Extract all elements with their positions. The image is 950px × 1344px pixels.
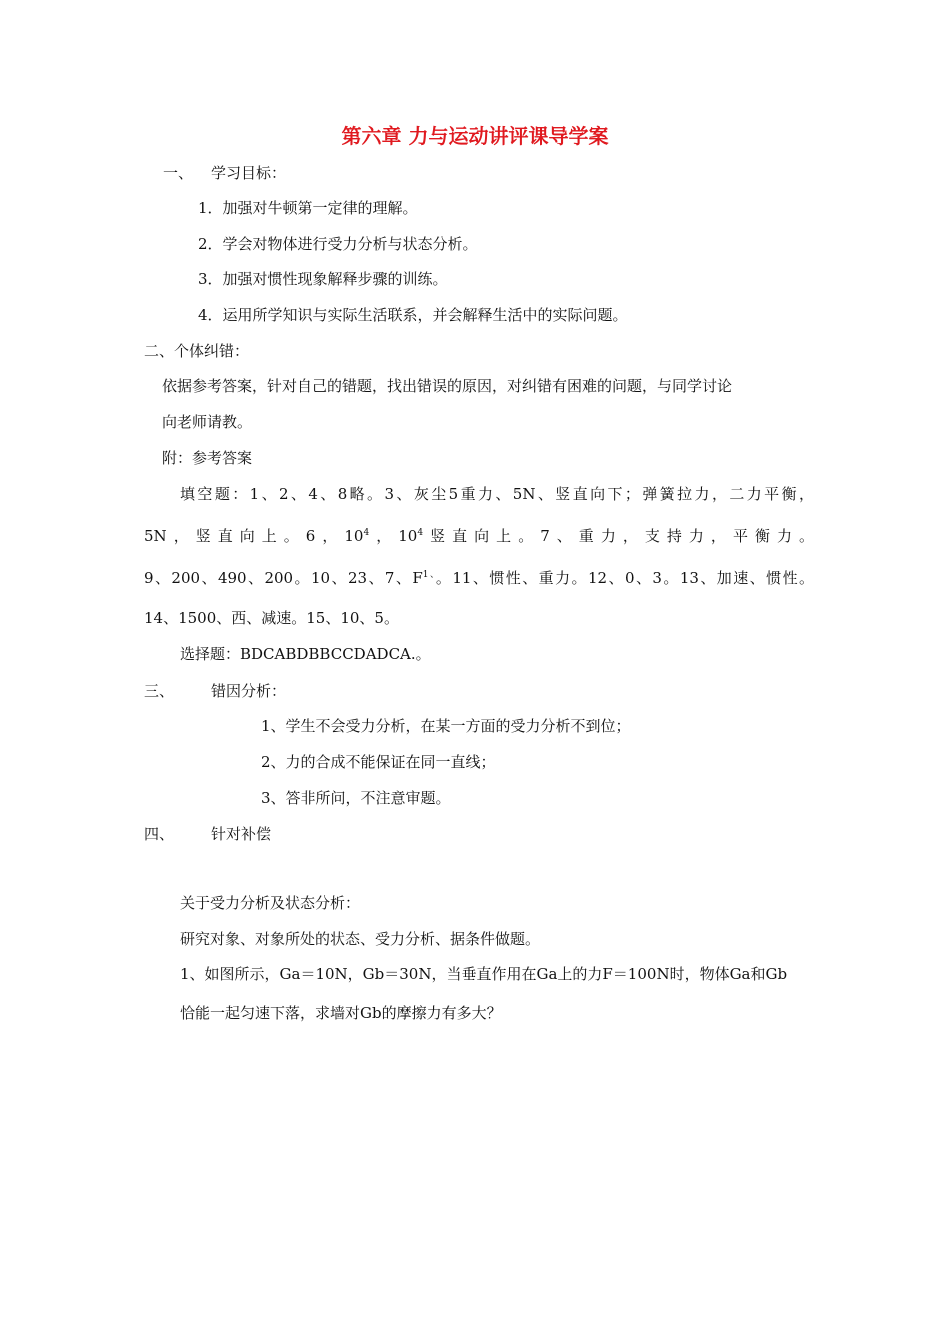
section3-number: 三、 [144,682,175,700]
section4-number: 四、 [144,825,175,843]
fill-answers-line1: 填空题：1、2、4、8略。3、灰尘5重力、5N、竖直向下；弹簧拉力，二力平衡， [180,485,814,503]
section2-heading: 二、个体纠错： [144,342,250,360]
question-1-line1: 1、如图所示，Ga＝10N，Gb＝30N，当垂直作用在Ga上的力F＝100N时，物体Ga和Gb [180,965,788,983]
section4-steps: 研究对象、对象所处的状态、受力分析、据条件做题。 [180,930,541,948]
page-title: 第六章 力与运动讲评课导学案 [341,124,609,148]
question-1-line2: 恰能一起匀速下落，求墙对Gb的摩擦力有多大？ [180,1004,502,1022]
error-item-2: 2、力的合成不能保证在同一直线； [261,753,496,771]
section1-heading: 学习目标： [211,164,287,182]
section3-heading: 错因分析： [211,682,287,700]
fill-answers-line4: 14、1500、西、减速。15、10、5。 [144,609,399,627]
error-item-3: 3、答非所问，不注意审题。 [261,789,451,807]
fill-answers-line2: 5N，竖直向上。6，$10^4$，$10^4$竖直向上。7、重力，支持力，平衡力。 [144,527,814,545]
section2-paragraph-line1: 依据参考答案，针对自己的错题，找出错误的原因，对纠错有困难的问题，与同学讨论 [162,377,733,395]
fill-answers-line3: 9、200、490、200。10、23、7、$F^{1、}$。11、惯性、重力。12、0、3。13、加速、惯性。 [144,569,815,587]
section4-heading: 针对补偿 [211,825,272,843]
error-item-1: 1、学生不会受力分析，在某一方面的受力分析不到位； [261,717,631,735]
goal-item-3: 3．加强对惯性现象解释步骤的训练。 [198,270,448,288]
goal-item-2: 2．学会对物体进行受力分析与状态分析。 [198,235,478,253]
goal-item-1: 1．加强对牛顿第一定律的理解。 [198,199,418,217]
choice-answers: 选择题：BDCABDBBCCDADCA.。 [180,645,431,663]
section1-number: 一、 [163,164,194,182]
goal-item-4: 4．运用所学知识与实际生活联系，并会解释生活中的实际问题。 [198,306,628,324]
section4-subheading: 关于受力分析及状态分析： [180,894,361,912]
section2-paragraph-line2: 向老师请教。 [162,413,253,431]
appendix-label: 附：参考答案 [162,449,253,467]
